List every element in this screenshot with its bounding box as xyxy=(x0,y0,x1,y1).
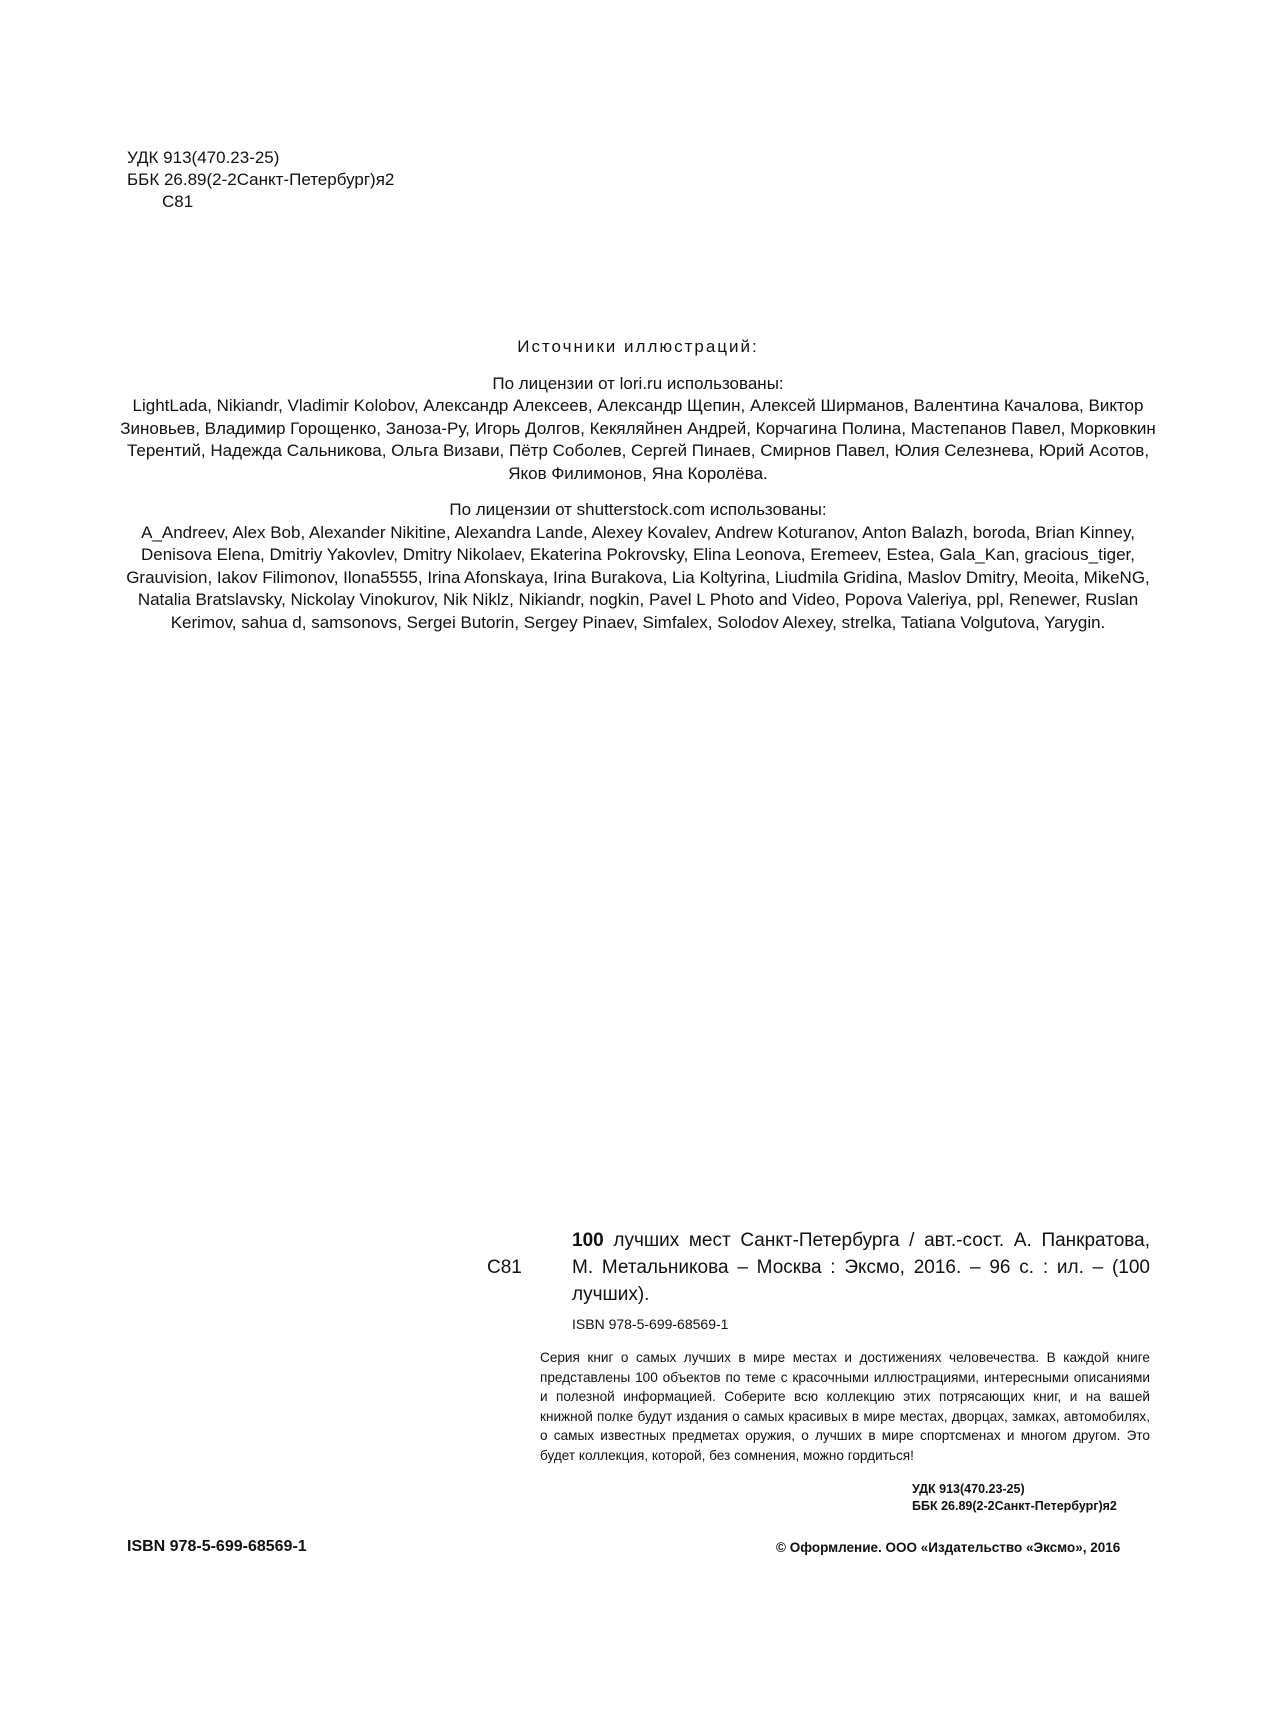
catalog-card-title xyxy=(470,1227,1150,1308)
lori-names: LightLada, Nikiandr, Vladimir Kolobov, Александр Алексеев, Александр Щепин, Алексей Ширманов, Валентина Качалова, Виктор Зиновьев, Владимир Горощенко, Заноза-Ру, Игорь Долгов, Кекяляйнен Андрей, Корчагина Полина, Мастепанов Павел, Морковкин Терентий, Надежда Сальникова, Ольга Визави, Пётр Соболев, Сергей Пинаев, Смирнов Павел, Юлия Селезнева, Юрий Асотов, Яков Филимонов, Яна Королёва. xyxy=(120,396,1156,483)
catalog-title-line2: М. Метальникова – Москва : Эксмо, 2016. – 96 с. : ил. – (100 лучших). xyxy=(572,1257,1150,1305)
lori-title: По лицензии от lori.ru использованы: xyxy=(492,373,784,393)
catalog-title-line1: лучших мест Санкт-Петербурга / авт.-сост. А. Панкратова, xyxy=(603,1230,1150,1251)
footer-copyright: © Оформление. ООО «Издательство «Эксмо», 2016 xyxy=(776,1540,1121,1555)
udk-code: УДК 913(470.23-25) xyxy=(127,148,280,167)
catalog-card-codes xyxy=(470,1481,1150,1515)
catalog-card-annotation: Серия книг о самых лучших в мире местах и достижениях человечества. В каждой книге представлены 100 объектов по теме с красочными иллюстрациями, интересными описаниями и полезной информацией. Соберите всю коллекцию этих потрясающих книг, и на вашей книжной полке будут издания о самых красивых в мире местах, дворцах, замках, автомобилях, о самых известных предметах оружия, о лучших в мире спортсменах и многом другом. Это будет коллекция, которой, без сомнения, можно гордиться! xyxy=(540,1350,1150,1463)
catalog-card-code: С81 xyxy=(487,1257,522,1278)
shutterstock-names: A_Andreev, Alex Bob, Alexander Nikitine, Alexandra Lande, Alexey Kovalev, Andrew Koturanov, Anton Balazh, boroda, Brian Kinney, Denisova Elena, Dmitriy Yakovlev, Dmitry Nikolaev, Ekaterina Pokrovsky, Elina Leonova, Eremeev, Estea, Gala_Kan, gracious_tiger, Grauvision, Iakov Filimonov, Ilona5555, Irina Afonskaya, Irina Burakova, Lia Koltyrina, Liudmila Gridina, Maslov Dmitry, Meoita, MikeNG, Natalia Bratslavsky, Nickolay Vinokurov, Nik Niklz, Nikiandr, nogkin, Pavel L Photo and Video, Popova Valeriya, ppl, Renewer, Ruslan Kerimov, sahua d, samsonovs, Sergei Butorin, Sergey Pinaev, Simfalex, Solodov Alexey, strelka, Tatiana Volgutova, Yarygin. xyxy=(126,522,1150,632)
shutterstock-title: По лицензии от shutterstock.com использованы: xyxy=(449,500,827,519)
top-classification-codes xyxy=(127,147,394,213)
bbk-code: ББК 26.89(2-2Санкт-Петербург)я2 xyxy=(127,170,395,189)
catalog-card-header xyxy=(470,1227,1150,1308)
catalog-title-number: 100 xyxy=(572,1230,604,1251)
illustration-sources xyxy=(118,336,1158,634)
shutterstock-credits xyxy=(118,499,1158,634)
sources-heading: Источники иллюстраций: xyxy=(517,337,759,356)
lori-credits xyxy=(118,373,1158,486)
catalog-bbk: ББК 26.89(2-2Санкт-Петербург)я2 xyxy=(912,1499,1117,1513)
catalog-card xyxy=(470,1227,1150,1515)
catalog-card-isbn: ISBN 978-5-699-68569-1 xyxy=(572,1316,729,1332)
catalog-udk: УДК 913(470.23-25) xyxy=(912,1482,1025,1496)
footer-isbn: ISBN 978-5-699-68569-1 xyxy=(127,1538,307,1555)
author-mark: С81 xyxy=(162,192,194,211)
